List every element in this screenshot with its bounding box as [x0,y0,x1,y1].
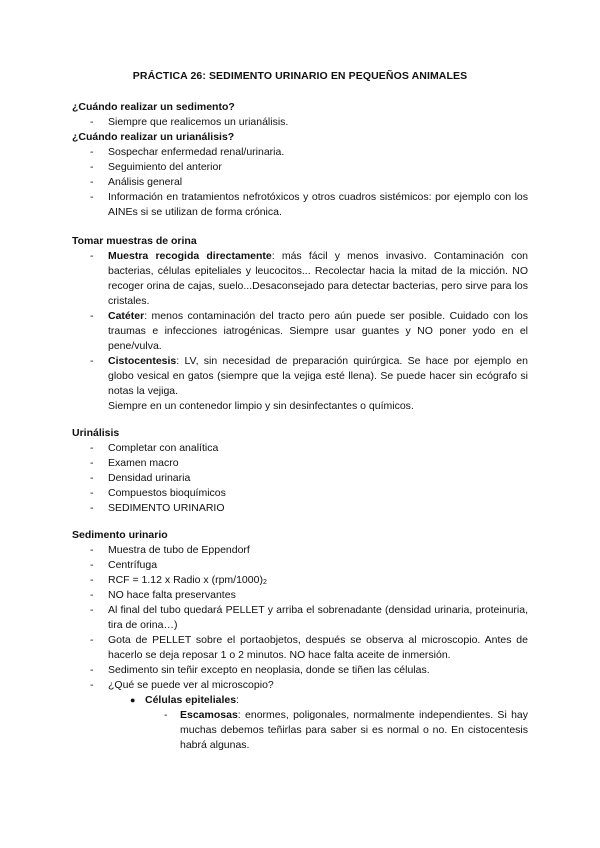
page-title: PRÁCTICA 26: SEDIMENTO URINARIO EN PEQUEÑOS ANIMALES [132,70,468,82]
dash-marker: - [90,679,94,691]
rcf-subscript: 2 [262,579,267,586]
list-item: Sedimento sin teñir excepto en neoplasia, donde se tiñen las células. [108,664,430,676]
list-item: Compuestos bioquímicos [108,487,226,499]
list-item: Muestra de tubo de Eppendorf [108,544,250,556]
list-item: SEDIMENTO URINARIO [108,502,225,514]
list-item: Siempre que realicemos un urianálisis. [108,116,289,128]
list-item: Seguimiento del anterior [108,161,222,173]
dash-marker: - [90,191,94,203]
list-item [108,354,528,399]
note-text: Siempre en un contenedor limpio y sin desinfectantes o químicos. [108,400,414,412]
list-item: Densidad urinaria [108,472,191,484]
dash-marker: - [90,664,94,676]
bullet-dot-icon: ● [130,695,136,705]
sub-heading [145,693,239,708]
sub-list-item [180,708,528,753]
dash-marker: - [90,574,94,586]
heading-sedimento-urinario: Sedimento urinario [72,529,168,541]
sub-heading-label: Células epiteliales [145,694,237,706]
term-label: Escamosas [180,709,238,721]
dash-marker: - [90,250,94,262]
rcf-formula: RCF = 1.12 x Radio x (rpm/1000) [108,574,263,586]
term-text: : más fácil y menos invasivo. Contaminación con bacterias, células epiteliales y leucocitos... Recolectar hacia la mitad de la micción. NO recoger orina de cajas, suelo...Desaconsejado para detectar bacterias, pero sirve para los cristales. [108,250,529,307]
list-item: Sospechar enfermedad renal/urinaria. [108,146,285,158]
list-item [108,249,528,309]
heading-sedimento-when: ¿Cuándo realizar un sedimento? [72,101,235,113]
list-item: Gota de PELLET sobre el portaobjetos, después se observa al microscopio. Antes de hacerlo se deja reposar 1 o 2 minutos. NO hace falta aceite de inmersión. [108,634,528,661]
dash-marker: - [90,472,94,484]
term-label: Muestra recogida directamente [108,250,272,262]
sub-heading-colon: : [236,694,239,706]
list-item: Examen macro [108,457,179,469]
heading-urianalisis-when: ¿Cuándo realizar un urianálisis? [72,131,235,143]
term-text: : enormes, poligonales, normalmente independientes. Si hay muchas debemos teñirlas para saber si es normal o no. En cistocentesis habrá algunas. [180,709,528,751]
list-item: Al final del tubo quedará PELLET y arriba el sobrenadante (densidad urinaria, proteinuria, tira de orina…) [108,604,528,631]
dash-marker: - [90,589,94,601]
term-text: : LV, sin necesidad de preparación quirúrgica. Se hace por ejemplo en globo vesical en gatos (siempre que la vejiga esté llena). Se puede hacer sin ecógrafo si notas la vejiga. [108,355,528,397]
dash-marker: - [90,544,94,556]
list-item: Información en tratamientos nefrotóxicos y otros cuadros sistémicos: por ejemplo con los AINEs si se utilizan de forma crónica. [108,191,528,218]
dash-marker: - [90,116,94,128]
list-item [108,309,528,354]
dash-marker: - [164,709,168,721]
list-item: Completar con analítica [108,442,219,454]
dash-marker: - [90,559,94,571]
heading-urinalisis: Urinálisis [72,427,120,439]
list-item: Análisis general [108,176,183,188]
dash-marker: - [90,161,94,173]
dash-marker: - [90,146,94,158]
heading-tomar-muestras: Tomar muestras de orina [72,235,197,247]
list-item: NO hace falta preservantes [108,589,236,601]
term-label: Catéter [108,310,145,322]
term-label: Cistocentesis [108,355,177,367]
dash-marker: - [90,176,94,188]
dash-marker: - [90,457,94,469]
dash-marker: - [90,310,94,322]
dash-marker: - [90,442,94,454]
list-item: ¿Qué se puede ver al microscopio? [108,679,274,691]
dash-marker: - [90,502,94,514]
dash-marker: - [90,355,94,367]
dash-marker: - [90,487,94,499]
list-item: Centrífuga [108,559,158,571]
term-text: : menos contaminación del tracto pero aún puede ser posible. Cuidado con los traumas e infecciones iatrogénicas. Siempre usar guantes y NO poner yodo en el pene/vulva. [108,310,528,352]
dash-marker: - [90,604,94,616]
dash-marker: - [90,634,94,646]
